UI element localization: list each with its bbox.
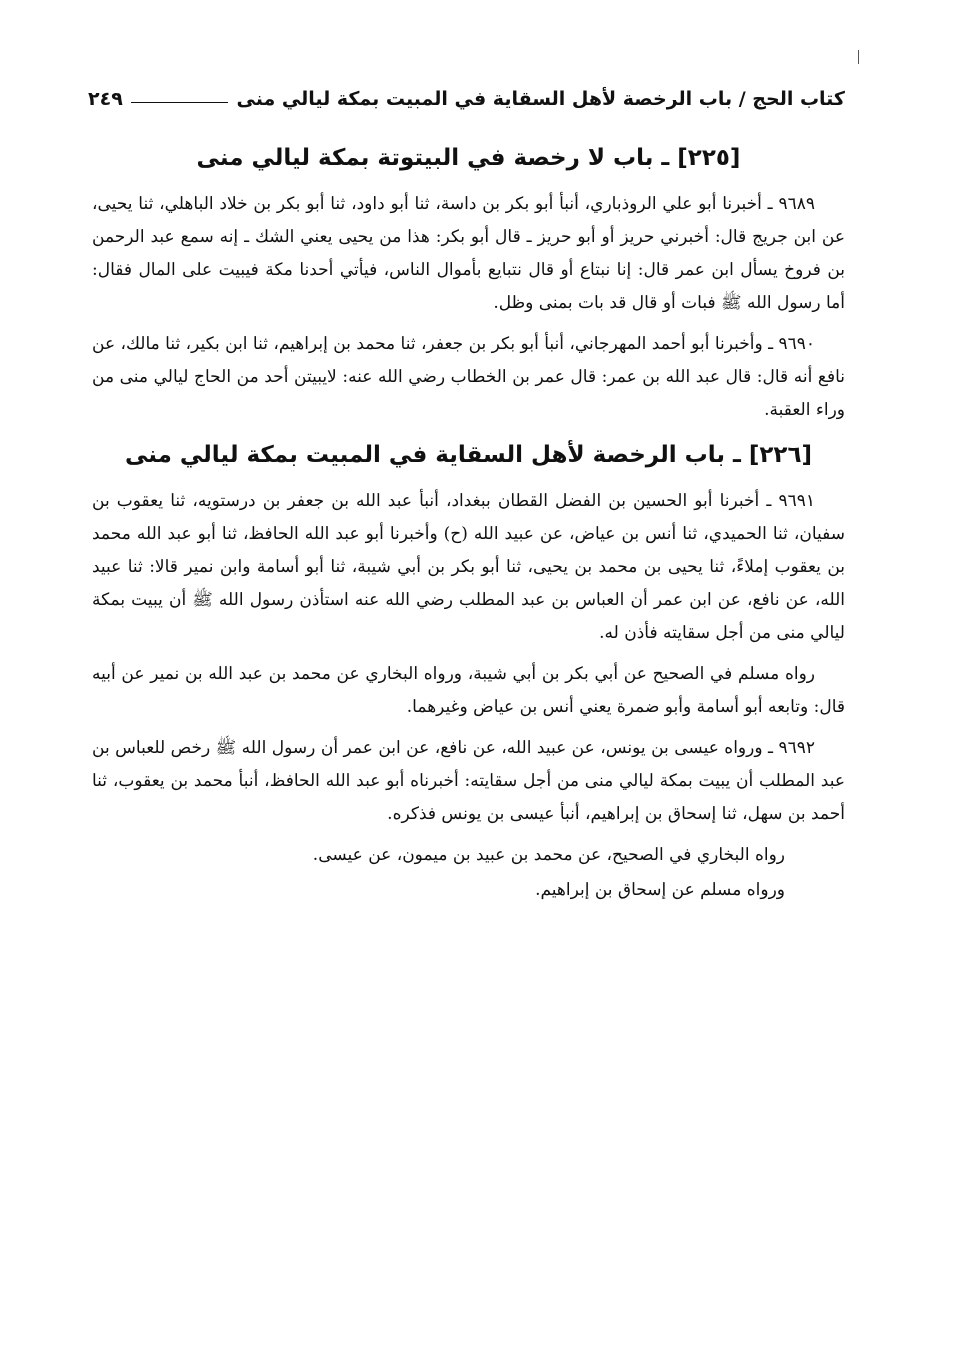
page-body — [92, 138, 845, 909]
chapter-heading-225: [٢٢٥] ـ باب لا رخصة في البيتوتة بمكة ليالي منى — [196, 145, 741, 171]
closing-line-bukhari: رواه البخاري في الصحيح، عن محمد بن عبيد بن ميمون، عن عيسى. — [312, 845, 785, 865]
running-head-rule — [131, 102, 229, 103]
page-number: ٢٤٩ — [88, 88, 123, 110]
hadith-9690: ٩٦٩٠ ـ وأخبرنا أبو أحمد المهرجاني، أنبأ أبو بكر بن جعفر، ثنا محمد بن إبراهيم، ثنا ابن بكير، ثنا مالك، عن نافع أنه قال: قال عبد الله بن عمر: قال عمر بن الخطاب رضي الله عنه: لايبيتن أحد من الحاج ليالي منى من وراء العقبة. — [92, 334, 845, 420]
commentary-paragraph: رواه مسلم في الصحيح عن أبي بكر بن أبي شيبة، ورواه البخاري عن محمد بن عبد الله بن نمير عن أبيه قال: وتابعه أبو أسامة وأبو ضمرة يعني أنس بن عياض وغيرهما. — [92, 664, 845, 717]
running-head-title: كتاب الحج / باب الرخصة لأهل السقاية في المبيت بمكة ليالي منى — [236, 88, 845, 110]
chapter-heading-226: [٢٢٦] ـ باب الرخصة لأهل السقاية في المبيت بمكة ليالي منى — [124, 442, 813, 468]
closing-line-muslim: ورواه مسلم عن إسحاق بن إبراهيم. — [535, 880, 785, 900]
running-head — [88, 84, 845, 114]
hadith-9692: ٩٦٩٢ ـ ورواه عيسى بن يونس، عن عبيد الله، عن نافع، عن ابن عمر أن رسول الله ﷺ رخص للعباس بن عبد المطلب أن يبيت بمكة ليالي منى من أجل سقايته: أخبرناه أبو عبد الله الحافظ، أنبأ محمد بن يعقوب، ثنا أحمد بن سهل، ثنا إسحاق بن إبراهيم، أنبأ عيسى بن يونس فذكره. — [92, 738, 845, 824]
margin-mark — [858, 50, 859, 64]
hadith-9689: ٩٦٨٩ ـ أخبرنا أبو علي الروذباري، أنبأ أبو بكر بن داسة، ثنا أبو داود، ثنا أبو بكر بن خلاد الباهلي، ثنا يحيى، عن ابن جريج قال: أخبرني حريز أو أبو حريز ـ قال أبو بكر: هذا من يحيى يعني الشك ـ إنه سمع عبد الرحمن بن فروخ يسأل ابن عمر قال: إنا نبتاع أو قال نتبايع بأموال الناس، فيأتي أحدنا مكة فيبيت على المال فقال: أما رسول الله ﷺ فبات أو قال قد بات بمنى وظل. — [92, 194, 845, 313]
hadith-9691: ٩٦٩١ ـ أخبرنا أبو الحسين بن الفضل القطان ببغداد، أنبأ عبد الله بن جعفر بن درستويه، ثنا يعقوب بن سفيان، ثنا الحميدي، ثنا أنس بن عياض، عن عبيد الله (ح) وأخبرنا أبو عبد الله الحافظ، ثنا أبو عبد الله محمد بن يعقوب إملاءً، ثنا يحيى بن محمد بن يحيى، ثنا أبو بكر بن أبي شيبة، ثنا أبو أسامة وابن نمير قالا: ثنا عبيد الله، عن نافع، عن ابن عمر أن العباس بن عبد المطلب رضي الله عنه استأذن رسول الله ﷺ أن يبيت بمكة ليالي منى من أجل سقايته فأذن له. — [92, 491, 845, 643]
